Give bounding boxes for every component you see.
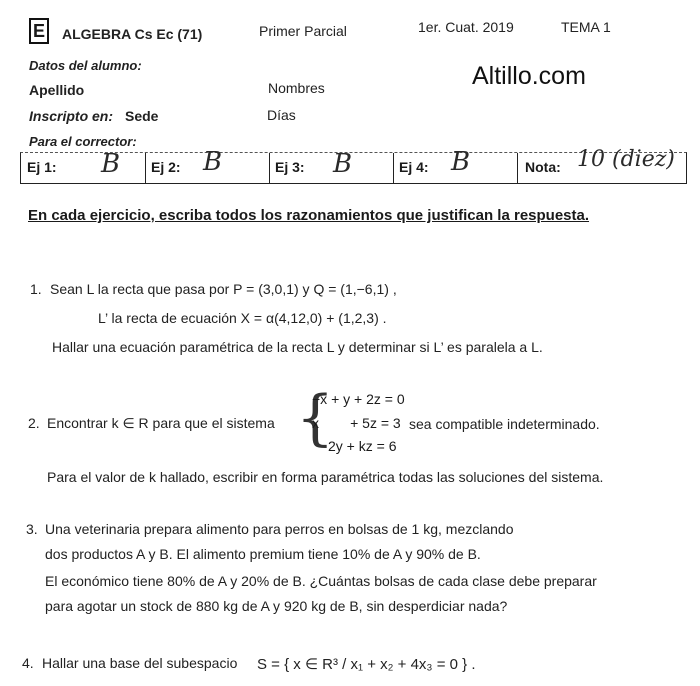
ex3-line1: Una veterinaria prepara alimento para perros en bolsas de 1 kg, mezclando xyxy=(45,521,514,537)
ex1-line2: L’ la recta de ecuación X = α(4,12,0) + (1,2,3) . xyxy=(98,310,387,326)
grade-cell-label: Ej 1: xyxy=(27,159,57,175)
grade-cell-label: Ej 2: xyxy=(151,159,181,175)
ex2-eq2: x + 5z = 3 xyxy=(312,415,401,431)
ex3-number: 3. xyxy=(26,521,38,537)
ex3-line2: dos productos A y B. El alimento premium tiene 10% de A y 90% de B. xyxy=(45,546,481,562)
ex2-intro: Encontrar k ∈ R para que el sistema xyxy=(47,415,275,431)
grade-table xyxy=(20,147,687,184)
nombres-label: Nombres xyxy=(268,80,325,96)
ex3-line4: para agotar un stock de 880 kg de A y 920 kg de B, sin desperdiciar nada? xyxy=(45,598,508,614)
grade-cell-value: B xyxy=(203,147,223,177)
tema-letter-box: E xyxy=(29,18,49,44)
grade-cell-value: B xyxy=(333,149,353,179)
ex4-number: 4. xyxy=(22,655,34,671)
ex4-text: Hallar una base del subespacio xyxy=(42,655,238,671)
grade-cell-label: Nota: xyxy=(525,159,561,175)
inscripto-label: Inscripto en: xyxy=(29,108,114,124)
instruction-text: En cada ejercicio, escriba todos los razonamientos que justifican la respuesta. xyxy=(28,207,590,224)
tema-label: TEMA 1 xyxy=(561,19,611,35)
dias-label: Días xyxy=(267,107,296,123)
grade-cell-label: Ej 3: xyxy=(275,159,305,175)
ex2-eq3: 2y + kz = 6 xyxy=(328,438,397,454)
student-section-title: Datos del alumno: xyxy=(29,58,142,73)
grade-cell-ej4 xyxy=(393,147,518,183)
ex1-number: 1. xyxy=(30,281,42,297)
ex1-line1: Sean L la recta que pasa por P = (3,0,1) y Q = (1,−6,1) , xyxy=(50,281,397,297)
grade-cell-label: Ej 4: xyxy=(399,159,429,175)
exam-period: 1er. Cuat. 2019 xyxy=(418,19,514,35)
ex4-set: S = { x ∈ R³ / x₁ + x₂ + 4x₃ = 0 } . xyxy=(257,656,476,673)
grade-cell-value: B xyxy=(101,149,121,179)
sede-label: Sede xyxy=(125,108,159,124)
grade-cell-nota xyxy=(517,147,686,183)
ex1-line3: Hallar una ecuación paramétrica de la recta L y determinar si L’ es paralela a L. xyxy=(52,339,543,355)
grade-cell-ej1 xyxy=(21,149,146,183)
course-name: ALGEBRA Cs Ec (71) xyxy=(62,26,203,42)
grade-cell-value: B xyxy=(451,147,471,177)
ex2-tail: sea compatible indeterminado. xyxy=(409,416,600,432)
watermark: Altillo.com xyxy=(472,62,586,90)
apellido-label: Apellido xyxy=(29,82,85,98)
ex2-eq1: −x + y + 2z = 0 xyxy=(312,391,405,407)
ex3-line3: El económico tiene 80% de A y 20% de B. ¿Cuántas bolsas de cada clase debe preparar xyxy=(45,573,597,589)
grade-cell-value: 10 (diez) xyxy=(577,147,675,172)
grade-cell-ej3 xyxy=(269,149,394,183)
ex2-line2: Para el valor de k hallado, escribir en forma paramétrica todas las soluciones del sistema. xyxy=(47,469,604,485)
corrector-title: Para el corrector: xyxy=(29,134,137,149)
exam-name: Primer Parcial xyxy=(259,23,347,39)
grade-cell-ej2 xyxy=(145,147,270,183)
system-brace: { xyxy=(296,383,335,453)
ex2-number: 2. xyxy=(28,415,40,431)
